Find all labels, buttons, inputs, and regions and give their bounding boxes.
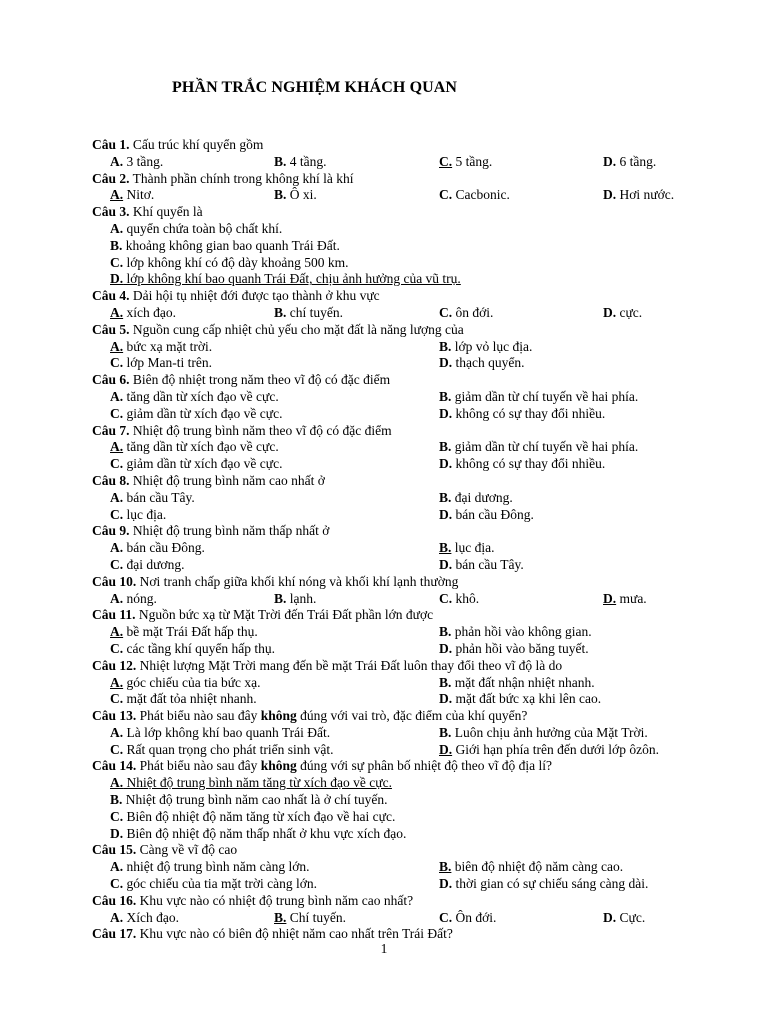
question-text: Nhiệt độ trung bình năm thấp nhất ở — [129, 523, 330, 539]
option-key: D. — [110, 825, 124, 841]
options-row — [92, 591, 702, 608]
answer-option — [439, 406, 605, 423]
option-text: Là lớp không khí bao quanh Trái Đất. — [123, 724, 331, 740]
option-text: góc chiếu của tia bức xạ. — [123, 674, 261, 690]
question-emphasis: không — [260, 758, 297, 774]
answer-option — [439, 339, 532, 356]
option-text: 4 tầng. — [286, 153, 327, 169]
answer-option — [439, 557, 524, 574]
answer-option — [439, 540, 495, 557]
answer-option — [439, 389, 638, 406]
options-row — [92, 271, 702, 288]
answer-option — [110, 355, 212, 372]
answer-option — [110, 540, 205, 557]
option-key: B. — [274, 590, 287, 606]
answer-option — [603, 591, 647, 608]
option-key: D. — [439, 640, 453, 656]
answer-option — [110, 641, 275, 658]
option-text: cực. — [616, 304, 643, 320]
question-number: Câu 2. — [92, 170, 130, 186]
option-text: bán cầu Tây. — [123, 489, 195, 505]
option-text: giảm dần từ chí tuyến về hai phía. — [451, 439, 639, 455]
option-text: mặt đất tỏa nhiệt nhanh. — [123, 691, 257, 707]
option-text: Nitơ. — [123, 187, 155, 203]
option-text: quyển chứa toàn bộ chất khí. — [123, 220, 283, 236]
options-row — [92, 910, 702, 927]
option-key: A. — [110, 338, 124, 354]
options-row — [92, 809, 702, 826]
answer-option — [110, 389, 279, 406]
option-text: không có sự thay đổi nhiều. — [452, 456, 606, 472]
question-stem — [92, 893, 702, 910]
question-text: Nơi tranh chấp giữa khối khí nóng và khối khí lạnh thường — [136, 573, 459, 589]
option-key: B. — [439, 489, 452, 505]
option-text: bán cầu Đông. — [123, 540, 205, 556]
answer-option — [439, 490, 513, 507]
option-key: C. — [110, 691, 124, 707]
question-stem — [92, 322, 702, 339]
option-text: khô. — [452, 590, 480, 606]
answer-option — [110, 809, 395, 826]
question-number: Câu 4. — [92, 288, 130, 304]
option-key: D. — [603, 590, 617, 606]
option-key: A. — [110, 153, 124, 169]
question-stem — [92, 288, 702, 305]
option-key: C. — [110, 876, 124, 892]
question-text: Khu vực nào có biên độ nhiệt năm cao nhất trên Trái Đất? — [136, 926, 453, 942]
option-key: A. — [110, 187, 124, 203]
options-row — [92, 775, 702, 792]
answer-option — [110, 792, 387, 809]
option-key: D. — [603, 153, 617, 169]
option-text: chí tuyến. — [286, 304, 344, 320]
option-key: B. — [439, 674, 452, 690]
question-stem — [92, 372, 702, 389]
answer-option — [110, 591, 157, 608]
option-text: lớp không khí bao quanh Trái Đất, chịu ảnh hưởng của vũ trụ. — [123, 271, 461, 287]
option-text: bán cầu Đông. — [452, 506, 534, 522]
answer-option — [603, 305, 642, 322]
option-key: A. — [110, 439, 124, 455]
question-text: Cấu trúc khí quyển gồm — [129, 137, 264, 152]
option-text: tăng dần từ xích đạo về cực. — [123, 439, 279, 455]
option-text: lớp Man-ti trên. — [123, 355, 212, 371]
answer-option — [603, 187, 674, 204]
question-stem — [92, 574, 702, 591]
option-key: D. — [439, 741, 453, 757]
option-text: 3 tầng. — [123, 153, 164, 169]
option-key: D. — [110, 271, 124, 287]
answer-option — [439, 910, 496, 927]
option-text: bức xạ mặt trời. — [123, 338, 213, 354]
answer-option — [110, 255, 349, 272]
options-row — [92, 305, 702, 322]
options-row — [92, 859, 702, 876]
option-text: lục địa. — [123, 506, 167, 522]
question-text: Càng về vĩ độ cao — [136, 842, 238, 858]
option-key: C. — [110, 741, 124, 757]
option-text: Cacbonic. — [452, 187, 510, 203]
question-number: Câu 9. — [92, 523, 130, 539]
option-key: C. — [110, 640, 124, 656]
option-key: B. — [274, 909, 287, 925]
question-stem — [92, 758, 702, 775]
question-number: Câu 3. — [92, 204, 130, 220]
answer-option — [274, 910, 346, 927]
question-number: Câu 15. — [92, 842, 137, 858]
answer-option — [110, 624, 258, 641]
option-text: phản hồi vào băng tuyết. — [452, 640, 589, 656]
answer-option — [274, 305, 343, 322]
options-row — [92, 792, 702, 809]
option-key: A. — [110, 540, 124, 556]
option-text: Xích đạo. — [123, 909, 179, 925]
option-key: A. — [110, 909, 124, 925]
options-row — [92, 507, 702, 524]
answer-option — [439, 355, 524, 372]
option-key: C. — [439, 590, 453, 606]
options-row — [92, 742, 702, 759]
options-row — [92, 255, 702, 272]
options-row — [92, 187, 702, 204]
page-title: PHẦN TRẮC NGHIỆM KHÁCH QUAN — [172, 79, 458, 96]
answer-option — [110, 675, 261, 692]
question-number: Câu 7. — [92, 422, 130, 438]
options-row — [92, 826, 702, 843]
option-key: B. — [439, 624, 452, 640]
question-number: Câu 6. — [92, 372, 130, 388]
options-row — [92, 876, 702, 893]
options-row — [92, 355, 702, 372]
option-text: lớp vỏ lục địa. — [451, 338, 533, 354]
option-key: C. — [439, 187, 453, 203]
option-text: 5 tầng. — [452, 153, 493, 169]
answer-option — [439, 591, 479, 608]
answer-option — [439, 507, 534, 524]
option-text: Hơi nước. — [616, 187, 675, 203]
option-text: nhiệt độ trung bình năm càng lớn. — [123, 859, 310, 875]
option-key: C. — [439, 909, 453, 925]
question-text: Phát biểu nào sau đây — [136, 758, 261, 774]
option-text: Cực. — [616, 909, 646, 925]
answer-option — [439, 725, 648, 742]
answer-option — [274, 154, 327, 171]
answer-option — [110, 910, 179, 927]
options-row — [92, 675, 702, 692]
question-text: Khu vực nào có nhiệt độ trung bình năm cao nhất? — [136, 892, 414, 908]
question-stem — [92, 842, 702, 859]
question-text-continued: đúng với vai trò, đặc điểm của khí quyển? — [296, 708, 528, 724]
option-key: A. — [110, 859, 124, 875]
option-text: không có sự thay đổi nhiều. — [452, 405, 606, 421]
answer-option — [110, 826, 406, 843]
option-text: biên độ nhiệt độ năm càng cao. — [451, 859, 624, 875]
answer-option — [274, 187, 317, 204]
answer-option — [110, 507, 166, 524]
answer-option — [110, 490, 195, 507]
option-text: thạch quyển. — [452, 355, 525, 371]
options-row — [92, 490, 702, 507]
question-number: Câu 11. — [92, 607, 136, 623]
option-key: D. — [439, 355, 453, 371]
option-key: A. — [110, 304, 124, 320]
option-text: lạnh. — [286, 590, 317, 606]
option-key: B. — [110, 237, 123, 253]
question-number: Câu 10. — [92, 573, 137, 589]
option-key: B. — [274, 304, 287, 320]
answer-option — [110, 439, 279, 456]
answer-option — [439, 187, 510, 204]
answer-option — [110, 406, 282, 423]
option-key: A. — [110, 489, 124, 505]
option-key: C. — [110, 506, 124, 522]
options-row — [92, 691, 702, 708]
question-number: Câu 14. — [92, 758, 137, 774]
answer-option — [110, 221, 282, 238]
question-emphasis: không — [260, 708, 297, 724]
answer-option — [439, 691, 601, 708]
answer-option — [439, 456, 605, 473]
option-text: mặt đất nhận nhiệt nhanh. — [451, 674, 595, 690]
option-key: A. — [110, 724, 124, 740]
option-text: 6 tầng. — [616, 153, 657, 169]
answer-option — [439, 305, 493, 322]
answer-option — [110, 339, 212, 356]
options-row — [92, 725, 702, 742]
option-key: C. — [110, 456, 124, 472]
option-key: B. — [274, 153, 287, 169]
option-text: phản hồi vào không gian. — [451, 624, 592, 640]
option-key: B. — [439, 859, 452, 875]
option-key: C. — [439, 304, 453, 320]
options-row — [92, 540, 702, 557]
question-number: Câu 16. — [92, 892, 137, 908]
option-key: D. — [603, 187, 617, 203]
options-row — [92, 624, 702, 641]
answer-option — [110, 557, 184, 574]
answer-option — [110, 305, 176, 322]
question-text: Nhiệt độ trung bình năm theo vĩ độ có đặc điểm — [129, 422, 392, 438]
option-text: bề mặt Trái Đất hấp thụ. — [123, 624, 258, 640]
answer-option — [110, 271, 461, 288]
option-key: B. — [439, 724, 452, 740]
answer-option — [110, 691, 257, 708]
option-key: A. — [110, 775, 124, 791]
option-key: C. — [110, 355, 124, 371]
option-text: Giới hạn phía trên đến dưới lớp ôzôn. — [452, 741, 659, 757]
option-text: đại dương. — [451, 489, 513, 505]
option-text: tăng dần từ xích đạo về cực. — [123, 388, 279, 404]
option-text: Luôn chịu ảnh hưởng của Mặt Trời. — [451, 724, 648, 740]
option-key: A. — [110, 388, 124, 404]
question-text: Nhiệt lượng Mặt Trời mang đến bề mặt Trái Đất luôn thay đổi theo vĩ độ là do — [136, 657, 563, 673]
option-key: A. — [110, 674, 124, 690]
question-stem — [92, 523, 702, 540]
option-key: C. — [110, 405, 124, 421]
option-key: A. — [110, 590, 124, 606]
options-row — [92, 221, 702, 238]
question-number: Câu 8. — [92, 472, 130, 488]
option-text: khoảng không gian bao quanh Trái Đất. — [122, 237, 340, 253]
answer-option — [110, 742, 333, 759]
option-text: giảm dần từ xích đạo về cực. — [123, 456, 283, 472]
option-text: các tầng khí quyển hấp thụ. — [123, 640, 275, 656]
option-text: mưa. — [616, 590, 647, 606]
answer-option — [439, 675, 595, 692]
option-text: lục địa. — [451, 540, 495, 556]
question-text: Dải hội tụ nhiệt đới được tạo thành ở khu vực — [129, 288, 380, 304]
option-text: nóng. — [123, 590, 157, 606]
options-row — [92, 439, 702, 456]
option-text: đại dương. — [123, 556, 185, 572]
question-stem — [92, 708, 702, 725]
answer-option — [110, 775, 392, 792]
option-text: mặt đất bức xạ khi lên cao. — [452, 691, 602, 707]
answer-option — [439, 742, 659, 759]
option-text: Ôn đới. — [452, 909, 497, 925]
answer-option — [110, 859, 309, 876]
option-text: Biên độ nhiệt độ năm tăng từ xích đạo về hai cực. — [123, 808, 396, 824]
option-key: B. — [439, 439, 452, 455]
option-key: D. — [603, 304, 617, 320]
option-key: B. — [439, 338, 452, 354]
options-row — [92, 154, 702, 171]
option-text: giảm dần từ chí tuyến về hai phía. — [451, 388, 639, 404]
options-row — [92, 238, 702, 255]
option-key: D. — [439, 691, 453, 707]
option-key: C. — [110, 254, 124, 270]
options-row — [92, 389, 702, 406]
option-key: B. — [110, 792, 123, 808]
option-key: A. — [110, 624, 124, 640]
answer-option — [603, 154, 656, 171]
question-stem — [92, 658, 702, 675]
option-key: B. — [274, 187, 287, 203]
question-text: Nguồn cung cấp nhiệt chủ yếu cho mặt đất là năng lượng của — [129, 321, 464, 337]
answer-option — [439, 439, 638, 456]
question-text: Thành phần chính trong không khí là khí — [129, 170, 354, 186]
question-list — [92, 137, 702, 943]
option-key: B. — [439, 540, 452, 556]
option-key: C. — [110, 556, 124, 572]
question-stem — [92, 204, 702, 221]
options-row — [92, 339, 702, 356]
question-number: Câu 13. — [92, 708, 137, 724]
option-text: Nhiệt độ trung bình năm tăng từ xích đạo về cực. — [123, 775, 392, 791]
answer-option — [439, 154, 492, 171]
answer-option — [110, 154, 163, 171]
option-text: Rất quan trọng cho phát triển sinh vật. — [123, 741, 334, 757]
answer-option — [439, 876, 648, 893]
option-key: C. — [439, 153, 453, 169]
option-key: D. — [439, 456, 453, 472]
option-key: C. — [110, 808, 124, 824]
answer-option — [439, 641, 589, 658]
question-stem — [92, 607, 702, 624]
options-row — [92, 456, 702, 473]
options-row — [92, 406, 702, 423]
question-stem — [92, 473, 702, 490]
option-key: D. — [439, 556, 453, 572]
option-text: bán cầu Tây. — [452, 556, 524, 572]
option-text: Ô xi. — [286, 187, 317, 203]
answer-option — [110, 456, 282, 473]
answer-option — [110, 876, 317, 893]
option-key: D. — [603, 909, 617, 925]
question-stem — [92, 171, 702, 188]
option-text: Nhiệt độ trung bình năm cao nhất là ở chí tuyến. — [122, 792, 388, 808]
answer-option — [439, 624, 592, 641]
question-stem — [92, 137, 702, 154]
option-key: D. — [439, 405, 453, 421]
question-number: Câu 5. — [92, 321, 130, 337]
option-key: B. — [439, 388, 452, 404]
page-number: 1 — [380, 941, 388, 956]
answer-option — [603, 910, 645, 927]
option-text: Chí tuyến. — [286, 909, 347, 925]
answer-option — [110, 238, 340, 255]
question-text-continued: đúng với sự phân bố nhiệt độ theo vĩ độ địa lí? — [296, 758, 552, 774]
option-text: Biên độ nhiệt độ năm thấp nhất ở khu vực xích đạo. — [123, 825, 407, 841]
options-row — [92, 557, 702, 574]
option-key: A. — [110, 220, 124, 236]
question-number: Câu 17. — [92, 926, 137, 942]
option-text: góc chiếu của tia mặt trời càng lớn. — [123, 876, 317, 892]
option-text: ôn đới. — [452, 304, 494, 320]
option-text: thời gian có sự chiếu sáng càng dài. — [452, 876, 649, 892]
question-text: Biên độ nhiệt trong năm theo vĩ độ có đặc điểm — [129, 372, 391, 388]
question-text: Khí quyển là — [129, 204, 203, 220]
answer-option — [110, 187, 154, 204]
question-stem — [92, 423, 702, 440]
option-text: lớp không khí có độ dày khoảng 500 km. — [123, 254, 349, 270]
question-number: Câu 1. — [92, 137, 130, 152]
option-key: D. — [439, 876, 453, 892]
answer-option — [439, 859, 623, 876]
options-row — [92, 641, 702, 658]
option-text: xích đạo. — [123, 304, 176, 320]
question-text: Phát biểu nào sau đây — [136, 708, 261, 724]
question-text: Nhiệt độ trung bình năm cao nhất ở — [129, 472, 325, 488]
option-text: giảm dần từ xích đạo về cực. — [123, 405, 283, 421]
option-key: D. — [439, 506, 453, 522]
question-number: Câu 12. — [92, 657, 137, 673]
answer-option — [110, 725, 330, 742]
question-text: Nguồn bức xạ từ Mặt Trời đến Trái Đất phần lớn được — [135, 607, 434, 623]
answer-option — [274, 591, 316, 608]
